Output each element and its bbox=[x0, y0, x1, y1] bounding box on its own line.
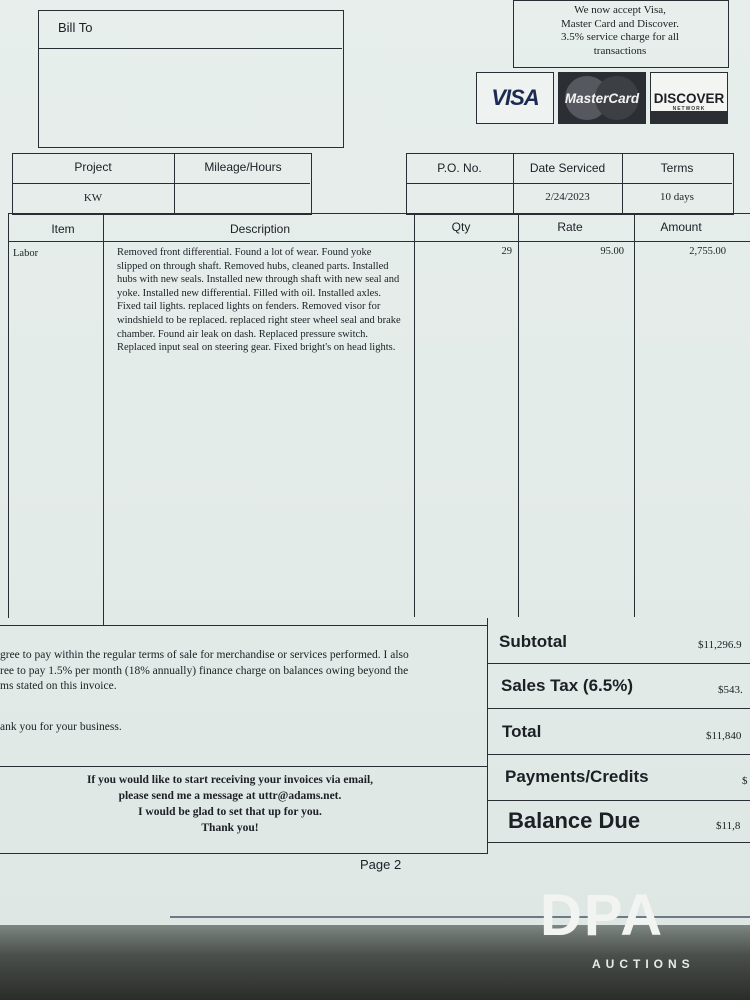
amount-cell: 2,755.00 bbox=[689, 246, 726, 257]
footer-top-line bbox=[0, 625, 488, 626]
email-note-line: Thank you! bbox=[201, 822, 259, 834]
totals-divider bbox=[487, 663, 750, 664]
email-note-line: If you would like to start receiving your invoices via email, bbox=[86, 774, 374, 786]
po-header: P.O. No. bbox=[437, 161, 482, 175]
item-header: Item bbox=[51, 222, 75, 236]
payments-label: Payments/Credits bbox=[505, 767, 649, 786]
payments-value: $ bbox=[742, 775, 748, 787]
date-serviced-header: Date Serviced bbox=[529, 161, 606, 175]
order-info-divider bbox=[406, 183, 732, 184]
terms-header: Terms bbox=[660, 161, 694, 175]
mileage-header: Mileage/Hours bbox=[204, 160, 282, 174]
thank-you-text: ank you for your business. bbox=[0, 721, 122, 733]
payment-notice-line: transactions bbox=[593, 44, 647, 57]
total-label: Total bbox=[502, 722, 542, 741]
sales-terms bbox=[0, 648, 486, 695]
watermark-logo: DPA bbox=[540, 883, 665, 948]
sales-tax-value: $543. bbox=[718, 684, 743, 696]
discover-logo-text: DISCOVER bbox=[653, 90, 725, 106]
visa-logo bbox=[476, 72, 554, 124]
watermark-subtext: AUCTIONS bbox=[592, 957, 695, 971]
payment-notice bbox=[513, 4, 727, 58]
item-cell: Labor bbox=[13, 248, 39, 259]
description-header: Description bbox=[229, 222, 291, 236]
line-items-header-divider bbox=[8, 241, 750, 242]
qty-header: Qty bbox=[451, 220, 471, 234]
project-header: Project bbox=[74, 160, 112, 174]
bill-to-divider bbox=[38, 48, 342, 49]
rate-header: Rate bbox=[557, 220, 583, 234]
item-col-divider bbox=[103, 213, 104, 625]
discover-logo-band bbox=[651, 111, 727, 123]
project-value: KW bbox=[83, 192, 103, 204]
balance-due-value: $11,8 bbox=[716, 820, 741, 832]
project-info-divider bbox=[12, 183, 310, 184]
email-note-line: I would be glad to set that up for you. bbox=[138, 806, 322, 818]
payment-notice-line: We now accept Visa, bbox=[574, 4, 666, 16]
project-info-col-divider bbox=[174, 153, 175, 213]
email-note bbox=[60, 772, 400, 836]
bill-to-label: Bill To bbox=[58, 20, 93, 35]
subtotal-value: $11,296.9 bbox=[698, 639, 742, 651]
discover-logo bbox=[650, 72, 728, 124]
balance-due-label: Balance Due bbox=[508, 808, 641, 833]
discover-logo-subtext: NETWORK bbox=[672, 105, 706, 112]
totals-col-divider bbox=[487, 618, 488, 854]
sales-terms-line: ree to pay 1.5% per month (18% annually) finance charge on balances owing beyond the bbox=[0, 664, 409, 677]
rate-cell: 95.00 bbox=[600, 246, 624, 257]
totals-divider bbox=[487, 708, 750, 709]
sales-terms-line: ms stated on this invoice. bbox=[0, 680, 117, 692]
mastercard-logo bbox=[558, 72, 646, 124]
footer-mid-line bbox=[0, 766, 488, 767]
totals-divider bbox=[487, 800, 750, 801]
total-value: $11,840 bbox=[706, 730, 742, 742]
payment-notice-line: Master Card and Discover. bbox=[561, 17, 679, 30]
totals-divider bbox=[487, 754, 750, 755]
sales-tax-label: Sales Tax (6.5%) bbox=[501, 676, 633, 695]
totals-divider bbox=[487, 842, 750, 843]
email-note-line: please send me a message at uttr@adams.net. bbox=[118, 790, 342, 802]
subtotal-label: Subtotal bbox=[499, 632, 567, 651]
amount-header: Amount bbox=[660, 220, 702, 234]
date-serviced-value: 2/24/2023 bbox=[545, 191, 590, 203]
payment-notice-line: 3.5% service charge for all bbox=[561, 31, 679, 43]
rate-col-divider bbox=[634, 213, 635, 617]
mastercard-logo-text: MasterCard bbox=[564, 90, 640, 106]
page-number: Page 2 bbox=[360, 857, 402, 872]
footer-bottom-line bbox=[0, 853, 488, 854]
qty-cell: 29 bbox=[501, 246, 512, 257]
visa-logo-text: VISA bbox=[491, 85, 539, 110]
terms-value: 10 days bbox=[660, 191, 694, 203]
description-col-divider bbox=[414, 213, 415, 617]
sales-terms-line: gree to pay within the regular terms of sale for merchandise or services performed. I also bbox=[0, 649, 409, 661]
qty-col-divider bbox=[518, 213, 519, 617]
description-cell: Removed front differential. Found a lot of wear. Found yoke slipped on through shaft. Removed hubs, cleaned parts. Installed hubs with new seals. Installed new through shaft with new seal and yoke. Installed new differential. Filled with oil. Installed axles. Fixed tail lights. replaced lights on fenders. Removed visor for windshield to be replaced. replaced right steer wheel seal and brake chamber. Found air leak on dash. Replaced pressure switch. Replaced input seal on steering gear. Fixed bright's on head lights. bbox=[117, 247, 401, 354]
